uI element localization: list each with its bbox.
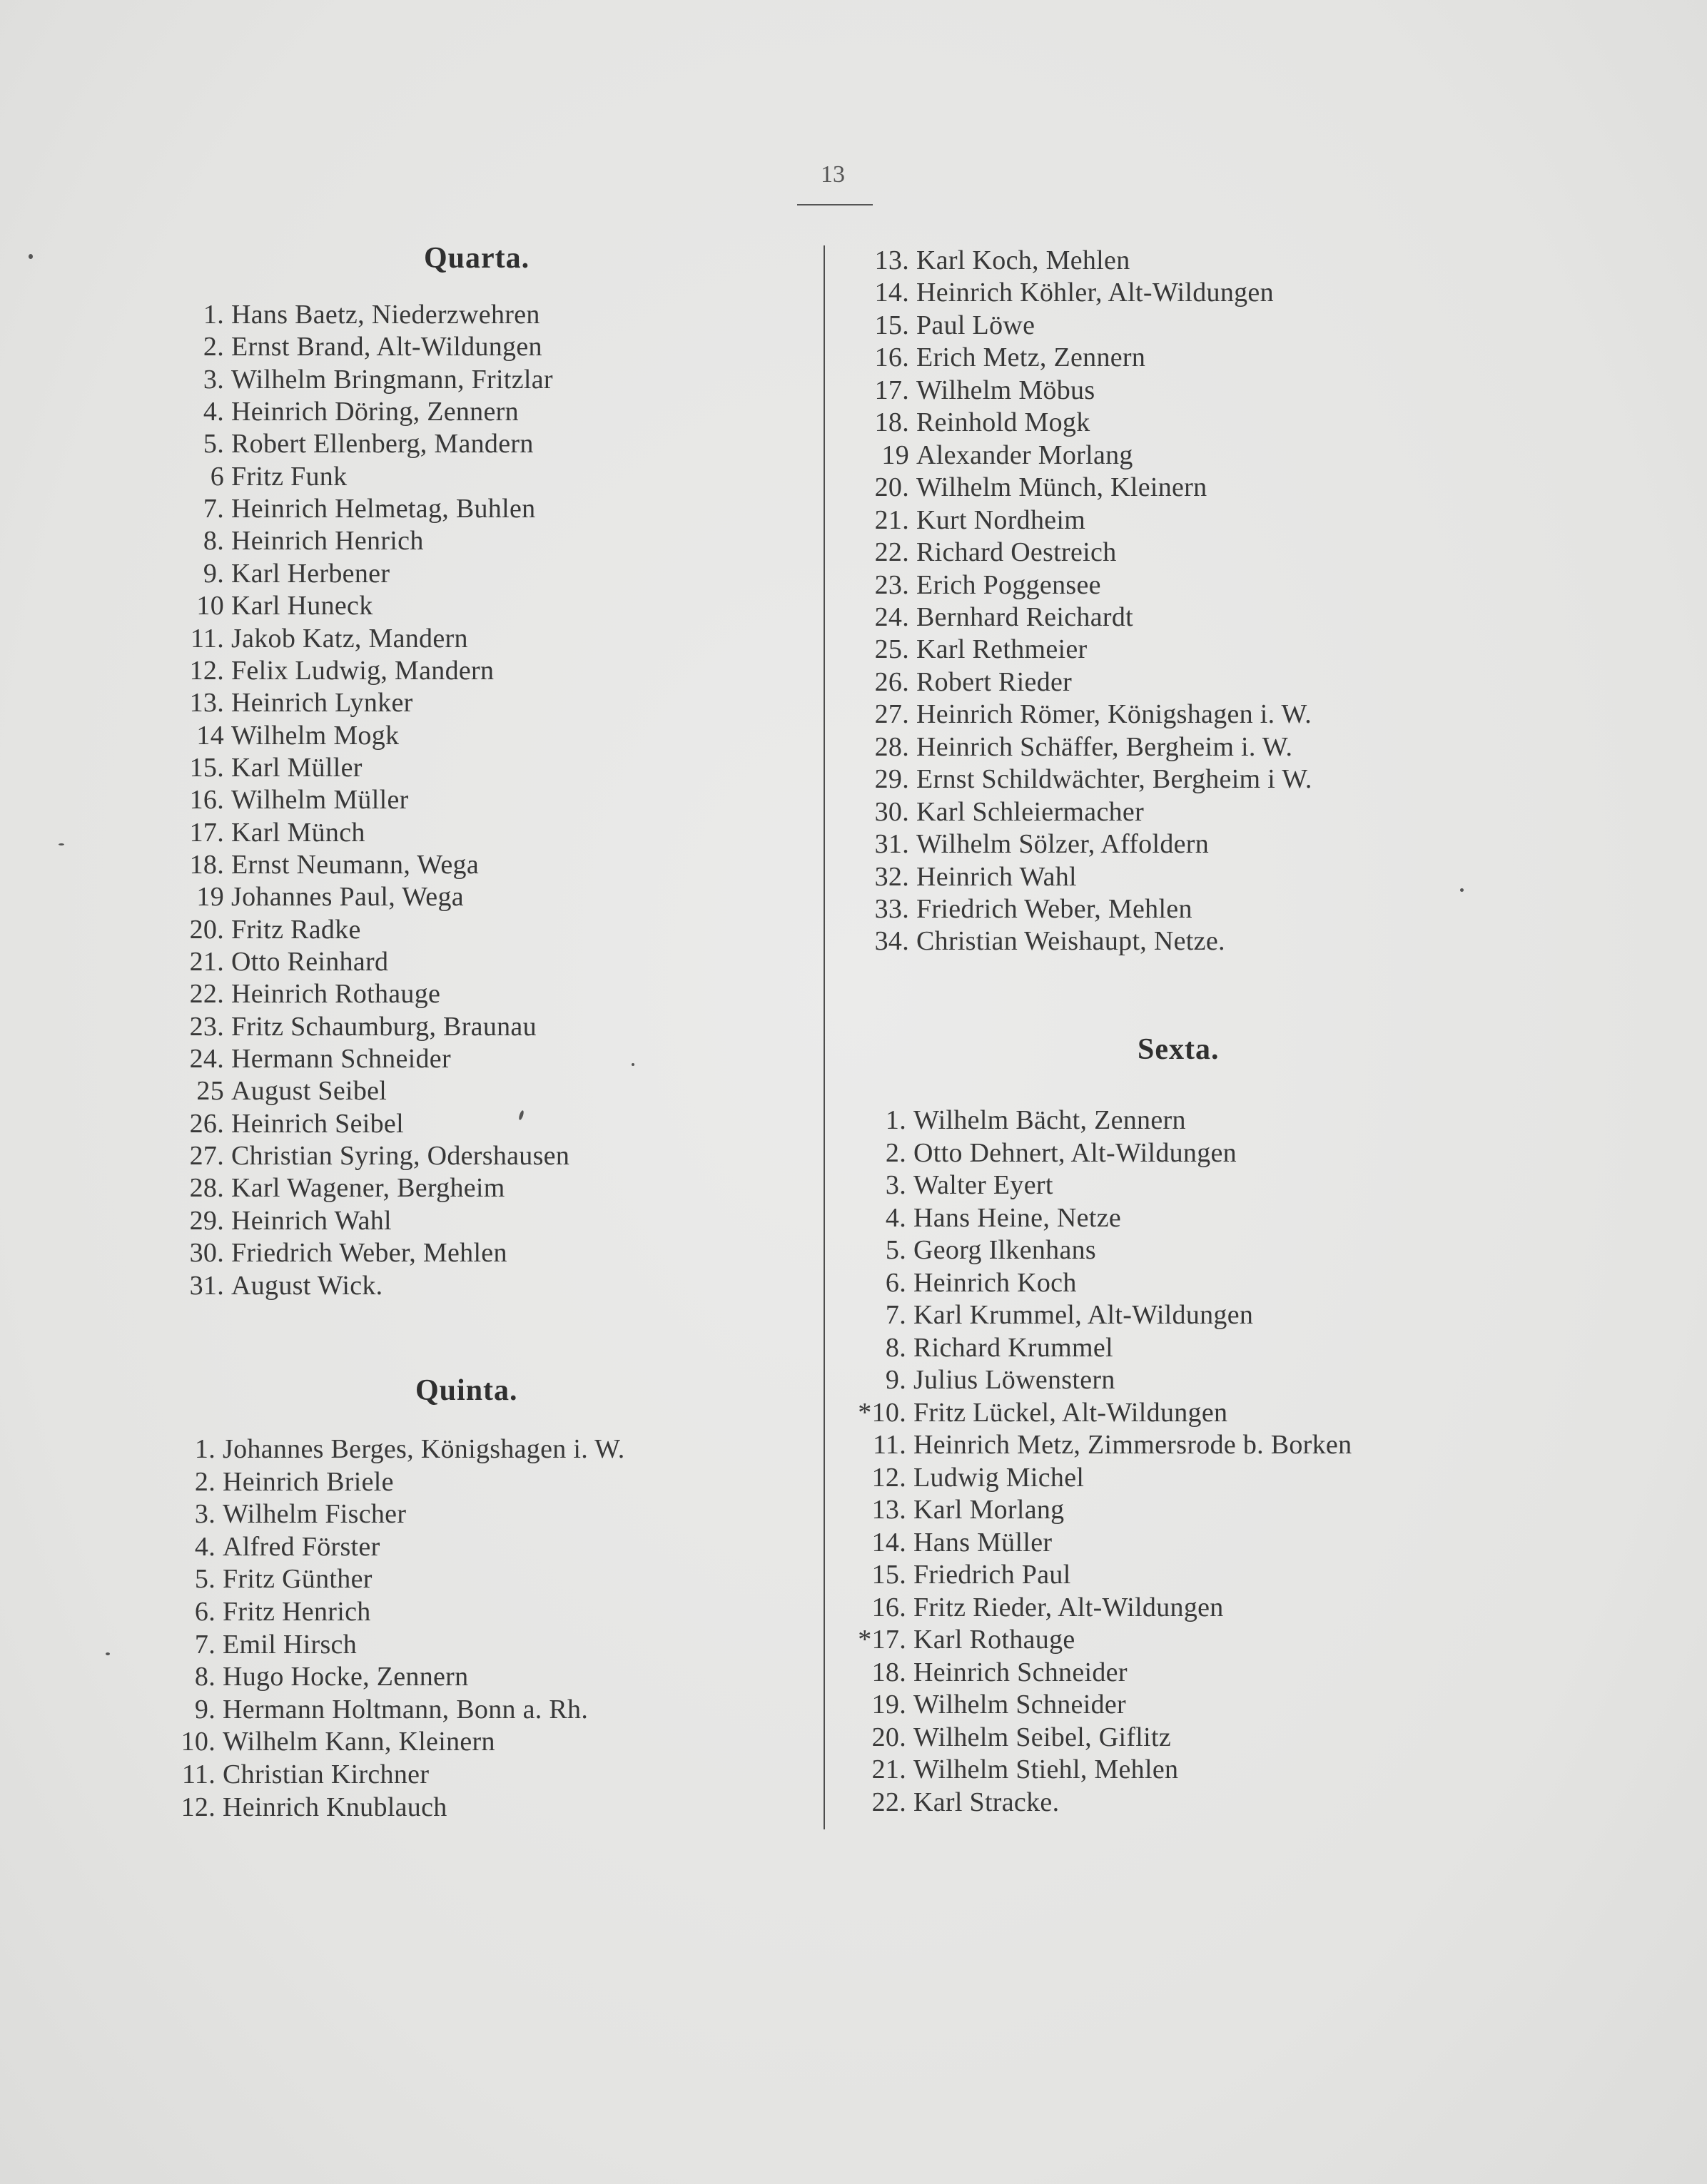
list-entry: [168, 783, 409, 816]
entry-number: 15.: [871, 1560, 906, 1590]
entry-number: 30.: [189, 1238, 224, 1269]
list-entry: [168, 654, 494, 687]
list-entry: [854, 893, 1192, 925]
entry-name: Richard Krummel: [913, 1332, 1113, 1363]
entry-number: 20.: [871, 1722, 906, 1752]
list-entry: [851, 1721, 1171, 1754]
entry-name: Wilhelm Kann, Kleinern: [223, 1727, 495, 1757]
entry-number: 28.: [189, 1173, 224, 1204]
list-entry: [168, 977, 440, 1010]
list-entry: [168, 1075, 387, 1107]
entry-name: Heinrich Lynker: [231, 688, 413, 718]
entry-number: 8.: [194, 1662, 216, 1692]
entry-number: 6: [210, 461, 224, 492]
list-entry: [851, 1786, 1059, 1819]
list-entry: [168, 524, 424, 557]
entry-number: 20.: [189, 914, 224, 945]
entry-name: Hugo Hocke, Zennern: [223, 1662, 469, 1692]
entry-name: August Wick.: [231, 1270, 383, 1301]
entry-number: 11.: [873, 1430, 906, 1460]
list-entry: [851, 1104, 1186, 1137]
entry-name: Hans Müller: [913, 1527, 1053, 1558]
entry-number: 7.: [203, 494, 224, 524]
entry-name: Heinrich Helmetag, Buhlen: [231, 494, 536, 524]
entry-number: 2.: [203, 332, 224, 362]
entry-name: August Seibel: [231, 1076, 388, 1107]
entry-name: Heinrich Schäffer, Bergheim i. W.: [916, 731, 1293, 762]
entry-number: 9.: [194, 1694, 216, 1725]
list-entry: [160, 1725, 495, 1758]
list-entry: [168, 1204, 392, 1237]
entry-number: 3.: [203, 364, 224, 395]
list-entry: [851, 1266, 1077, 1299]
list-entry: [854, 536, 1117, 569]
page-number-rule: [797, 204, 873, 205]
entry-number: 1.: [194, 1434, 216, 1464]
entry-name: Karl Rothauge: [913, 1625, 1075, 1655]
entry-name: Emil Hirsch: [223, 1629, 357, 1660]
list-entry: [168, 1010, 537, 1043]
entry-number: 24.: [874, 601, 909, 632]
list-entry: [854, 698, 1312, 731]
entry-name: Heinrich Wahl: [231, 1205, 392, 1236]
print-speck: [1460, 888, 1464, 892]
entry-number: 30.: [874, 796, 909, 827]
list-entry: [854, 276, 1274, 309]
entry-number: 5.: [203, 429, 224, 459]
entry-name: Alexander Morlang: [916, 440, 1133, 470]
list-entry: [854, 244, 1130, 277]
list-entry: [168, 880, 464, 913]
print-speck: [518, 1110, 525, 1121]
entry-name: Heinrich Seibel: [231, 1108, 404, 1139]
entry-name: Heinrich Briele: [223, 1466, 394, 1497]
print-speck: [29, 254, 33, 259]
list-entry: [160, 1628, 357, 1661]
entry-number: 13.: [189, 688, 224, 718]
entry-name: Paul Löwe: [916, 310, 1035, 340]
list-entry: [168, 751, 363, 784]
list-entry: [160, 1693, 588, 1726]
entry-name: Fritz Henrich: [223, 1597, 371, 1627]
entry-number: 15.: [189, 752, 224, 783]
entry-number: 7.: [885, 1300, 906, 1330]
entry-name: Christian Weishaupt, Netze.: [916, 926, 1225, 957]
entry-number: *17.: [858, 1625, 906, 1655]
entry-number: 26.: [874, 666, 909, 697]
entry-name: Karl Herbener: [231, 558, 390, 589]
list-entry: [168, 363, 553, 396]
entry-name: Karl Koch, Mehlen: [916, 245, 1130, 275]
list-entry: [851, 1558, 1071, 1591]
list-entry: [851, 1688, 1126, 1721]
entry-number: 14.: [874, 278, 909, 308]
entry-name: Karl Stracke.: [913, 1787, 1060, 1817]
list-entry: [168, 686, 413, 719]
entry-number: 22.: [871, 1787, 906, 1817]
list-entry: [160, 1530, 380, 1563]
entry-number: 21.: [189, 947, 224, 977]
heading-sexta: Sexta.: [1138, 1033, 1220, 1066]
entry-name: Fritz Schaumburg, Braunau: [231, 1011, 537, 1042]
entry-name: Friedrich Paul: [913, 1560, 1071, 1590]
entry-number: 15.: [874, 310, 909, 340]
list-entry: [851, 1137, 1237, 1169]
entry-name: Erich Poggensee: [916, 569, 1101, 600]
entry-name: Ernst Brand, Alt-Wildungen: [231, 332, 542, 362]
entry-name: Fritz Günther: [223, 1564, 373, 1595]
entry-number: 19: [196, 882, 224, 913]
list-entry: [168, 589, 373, 622]
list-entry: [854, 439, 1133, 472]
list-entry: [854, 763, 1312, 796]
list-entry: [168, 460, 347, 493]
list-entry: [160, 1433, 625, 1466]
entry-number: 21.: [874, 504, 909, 535]
list-entry: [854, 309, 1035, 342]
entry-number: 11.: [182, 1759, 216, 1789]
entry-name: Heinrich Knublauch: [223, 1792, 447, 1822]
entry-name: Karl Morlang: [913, 1495, 1065, 1525]
entry-number: 25.: [874, 634, 909, 665]
entry-name: Wilhelm Schneider: [913, 1690, 1126, 1720]
list-entry: [160, 1466, 394, 1498]
list-entry: [854, 796, 1144, 828]
entry-number: 14.: [871, 1527, 906, 1558]
entry-number: 5.: [885, 1235, 906, 1265]
entry-number: 13.: [874, 245, 909, 275]
column-divider: [824, 245, 825, 1829]
entry-number: 18.: [874, 407, 909, 438]
entry-number: 3.: [194, 1499, 216, 1530]
entry-name: Hans Baetz, Niederzwehren: [231, 300, 540, 330]
print-speck: [59, 843, 64, 845]
list-entry: [168, 622, 468, 655]
list-entry: [854, 504, 1085, 537]
entry-name: Heinrich Metz, Zimmersrode b. Borken: [913, 1430, 1352, 1460]
entry-number: 12.: [189, 655, 224, 686]
entry-number: 22.: [874, 537, 909, 568]
entry-number: 2.: [194, 1466, 216, 1497]
entry-name: Heinrich Rothauge: [231, 979, 441, 1010]
list-entry: [168, 330, 542, 363]
list-entry: [168, 492, 535, 525]
entry-number: 19.: [871, 1690, 906, 1720]
entry-number: 6.: [885, 1267, 906, 1298]
entry-name: Heinrich Döring, Zennern: [231, 397, 519, 427]
entry-number: 8.: [885, 1332, 906, 1363]
list-entry: [168, 816, 365, 849]
list-entry: [854, 341, 1145, 374]
list-entry: [160, 1563, 373, 1595]
entry-number: 19: [881, 440, 909, 470]
entry-number: 12.: [181, 1792, 216, 1822]
entry-number: 5.: [194, 1564, 216, 1595]
entry-number: 11.: [191, 623, 224, 654]
entry-name: Friedrich Weber, Mehlen: [916, 894, 1192, 924]
entry-number: 16.: [874, 342, 909, 373]
entry-number: 23.: [189, 1011, 224, 1042]
entry-name: Heinrich Henrich: [231, 526, 424, 557]
list-entry: [168, 395, 519, 428]
heading-quarta: Quarta.: [424, 242, 530, 275]
heading-quinta: Quinta.: [415, 1374, 518, 1407]
list-entry: [160, 1660, 468, 1693]
list-entry: [168, 945, 388, 978]
entry-name: Christian Kirchner: [223, 1759, 430, 1789]
list-entry: [854, 925, 1225, 958]
entry-name: Heinrich Köhler, Alt-Wildungen: [916, 278, 1274, 308]
entry-name: Karl Krummel, Alt-Wildungen: [913, 1300, 1254, 1330]
entry-number: 12.: [871, 1462, 906, 1493]
entry-name: Wilhelm Seibel, Giflitz: [913, 1722, 1172, 1752]
entry-number: 7.: [194, 1629, 216, 1660]
entry-number: 26.: [189, 1108, 224, 1139]
list-entry: [851, 1299, 1253, 1331]
entry-name: Wilhelm Bächt, Zennern: [913, 1105, 1186, 1135]
list-entry: [851, 1753, 1178, 1786]
list-entry: [854, 828, 1209, 860]
entry-name: Fritz Rieder, Alt-Wildungen: [913, 1592, 1224, 1622]
entry-number: 9.: [885, 1365, 906, 1395]
entry-number: 33.: [874, 894, 909, 924]
entry-name: Wilhelm Münch, Kleinern: [916, 472, 1207, 503]
list-entry: [854, 569, 1101, 601]
entry-name: Robert Rieder: [916, 666, 1073, 697]
list-entry: [854, 633, 1088, 666]
entry-number: 3.: [885, 1170, 906, 1200]
entry-name: Karl Wagener, Bergheim: [231, 1173, 505, 1204]
entry-number: 1.: [203, 300, 224, 330]
entry-name: Hans Heine, Netze: [913, 1202, 1122, 1233]
entry-name: Ludwig Michel: [913, 1462, 1085, 1493]
list-entry: [854, 374, 1095, 407]
entry-name: Reinhold Mogk: [916, 407, 1090, 438]
entry-number: 31.: [874, 829, 909, 860]
list-entry: [851, 1202, 1121, 1234]
entry-name: Robert Ellenberg, Mandern: [231, 429, 534, 459]
list-entry: [160, 1498, 406, 1530]
entry-number: 10: [196, 591, 224, 621]
entry-name: Friedrich Weber, Mehlen: [231, 1238, 507, 1269]
entry-number: 8.: [203, 526, 224, 557]
entry-number: 18.: [871, 1657, 906, 1687]
entry-name: Ernst Neumann, Wega: [231, 849, 480, 880]
list-entry: [851, 1428, 1352, 1461]
list-entry: [854, 471, 1207, 504]
entry-number: 20.: [874, 472, 909, 503]
entry-number: 22.: [189, 979, 224, 1010]
entry-number: 18.: [189, 849, 224, 880]
entry-number: 17.: [874, 375, 909, 405]
entry-number: 34.: [874, 926, 909, 957]
entry-number: 31.: [189, 1270, 224, 1301]
entry-number: 29.: [874, 764, 909, 795]
entry-number: 4.: [194, 1531, 216, 1562]
entry-number: 1.: [885, 1105, 906, 1135]
list-entry: [854, 731, 1292, 763]
list-entry: [854, 601, 1133, 634]
list-entry: [851, 1234, 1096, 1266]
entry-name: Heinrich Wahl: [916, 861, 1077, 892]
entry-name: Walter Eyert: [913, 1170, 1053, 1200]
entry-number: 6.: [194, 1597, 216, 1627]
list-entry: [160, 1791, 447, 1824]
list-entry: [168, 1269, 383, 1302]
list-entry: [851, 1591, 1224, 1624]
entry-number: 27.: [874, 699, 909, 730]
entry-name: Wilhelm Fischer: [223, 1499, 407, 1530]
list-entry: [168, 1236, 507, 1269]
list-entry: [168, 557, 390, 590]
entry-name: Johannes Berges, Königshagen i. W.: [223, 1434, 625, 1464]
entry-name: Fritz Lückel, Alt-Wildungen: [913, 1397, 1228, 1428]
entry-name: Wilhelm Sölzer, Affoldern: [916, 829, 1210, 860]
list-entry: [854, 860, 1077, 893]
list-entry: [168, 427, 534, 460]
entry-number: 10.: [181, 1727, 216, 1757]
list-entry: [168, 1042, 451, 1075]
entry-name: Karl Schleiermacher: [916, 796, 1145, 827]
entry-name: Heinrich Koch: [913, 1267, 1077, 1298]
list-entry: [168, 913, 361, 946]
list-entry: [168, 298, 540, 331]
entry-name: Karl Münch: [231, 817, 365, 848]
entry-number: 4.: [885, 1202, 906, 1233]
list-entry: [851, 1363, 1115, 1396]
entry-name: Jakob Katz, Mandern: [231, 623, 468, 654]
entry-name: Hermann Holtmann, Bonn a. Rh.: [223, 1694, 589, 1725]
list-entry: [851, 1623, 1075, 1656]
entry-number: 24.: [189, 1044, 224, 1075]
entry-name: Ernst Schildwächter, Bergheim i W.: [916, 764, 1312, 795]
entry-number: 28.: [874, 731, 909, 762]
entry-name: Julius Löwenstern: [913, 1365, 1115, 1395]
entry-name: Heinrich Römer, Königshagen i. W.: [916, 699, 1312, 730]
print-speck: [632, 1063, 634, 1066]
page-number: 13: [821, 161, 845, 188]
list-entry: [851, 1493, 1065, 1526]
entry-number: 29.: [189, 1205, 224, 1236]
entry-name: Christian Syring, Odershausen: [231, 1141, 570, 1172]
entry-name: Wilhelm Müller: [231, 785, 409, 816]
entry-name: Wilhelm Mogk: [231, 720, 400, 751]
list-entry: [168, 848, 479, 881]
entry-number: 9.: [203, 558, 224, 589]
list-entry: [851, 1331, 1113, 1364]
entry-name: Kurt Nordheim: [916, 504, 1086, 535]
entry-name: Wilhelm Stiehl, Mehlen: [913, 1754, 1179, 1784]
entry-name: Alfred Förster: [223, 1531, 380, 1562]
entry-number: 13.: [871, 1495, 906, 1525]
entry-number: 2.: [885, 1137, 906, 1168]
entry-number: 25: [196, 1076, 224, 1107]
list-entry: [854, 666, 1072, 699]
entry-name: Otto Dehnert, Alt-Wildungen: [913, 1137, 1237, 1168]
entry-name: Wilhelm Möbus: [916, 375, 1095, 405]
list-entry: [160, 1758, 429, 1791]
list-entry: [160, 1595, 371, 1628]
entry-name: Karl Huneck: [231, 591, 373, 621]
entry-number: 17.: [189, 817, 224, 848]
entry-number: 16.: [871, 1592, 906, 1622]
entry-name: Fritz Radke: [231, 914, 361, 945]
entry-name: Karl Müller: [231, 752, 363, 783]
entry-name: Bernhard Reichardt: [916, 601, 1134, 632]
entry-name: Hermann Schneider: [231, 1044, 451, 1075]
list-entry: [168, 1107, 404, 1140]
entry-number: 14: [196, 720, 224, 751]
print-speck: [106, 1652, 110, 1655]
entry-name: Georg Ilkenhans: [913, 1235, 1097, 1265]
entry-name: Karl Rethmeier: [916, 634, 1088, 665]
list-entry: [168, 719, 399, 752]
entry-number: 4.: [203, 397, 224, 427]
entry-number: 23.: [874, 569, 909, 600]
entry-number: 27.: [189, 1141, 224, 1172]
entry-number: 16.: [189, 785, 224, 816]
list-entry: [851, 1656, 1128, 1689]
list-entry: [851, 1396, 1227, 1429]
entry-name: Heinrich Schneider: [913, 1657, 1128, 1687]
entry-name: Wilhelm Bringmann, Fritzlar: [231, 364, 553, 395]
entry-name: Otto Reinhard: [231, 947, 389, 977]
list-entry: [168, 1172, 505, 1204]
entry-name: Felix Ludwig, Mandern: [231, 655, 495, 686]
list-entry: [851, 1169, 1053, 1202]
list-entry: [168, 1139, 569, 1172]
entry-name: Johannes Paul, Wega: [231, 882, 464, 913]
entry-name: Richard Oestreich: [916, 537, 1117, 568]
entry-name: Fritz Funk: [231, 461, 348, 492]
entry-name: Erich Metz, Zennern: [916, 342, 1146, 373]
entry-number: 21.: [871, 1754, 906, 1784]
list-entry: [854, 406, 1090, 439]
list-entry: [851, 1526, 1052, 1559]
entry-number: 32.: [874, 861, 909, 892]
list-entry: [851, 1461, 1084, 1494]
entry-number: *10.: [858, 1397, 906, 1428]
